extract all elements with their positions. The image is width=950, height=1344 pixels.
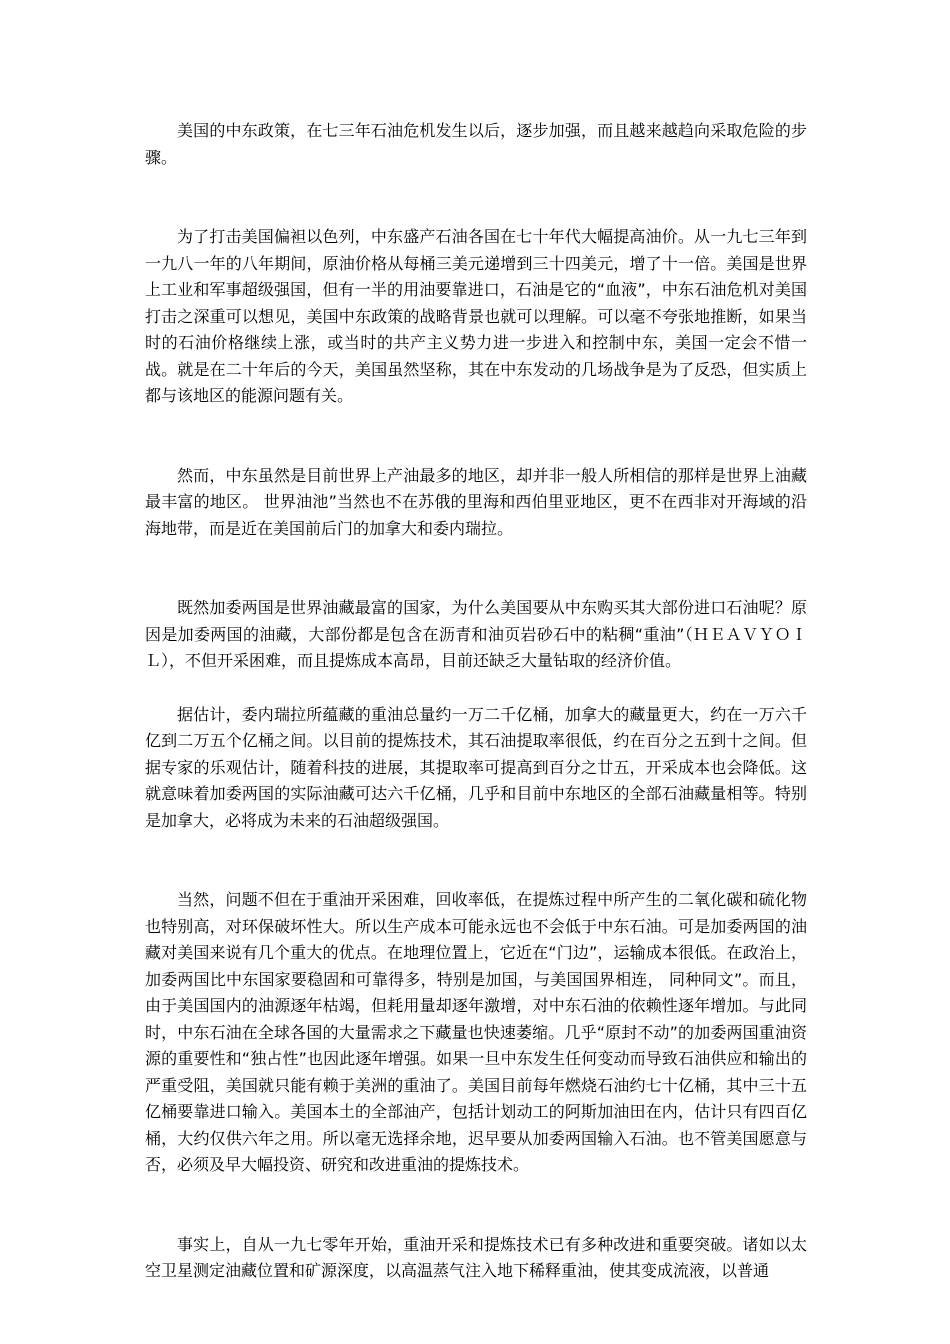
paragraph-4: 既然加委两国是世界油藏最富的国家，为什么美国要从中东购买其大部份进口石油呢？原因是加委两国的油藏，大部份都是包含在沥青和油页岩砂石中的粘稠“重油”（ＨＥＡＶＹＯＩＬ），不但开采困难，而且提炼成本高昂，目前还缺乏大量钻取的经济价值。 <box>145 598 807 670</box>
paragraph-spacer <box>145 542 807 595</box>
paragraph-spacer <box>145 171 807 224</box>
paragraph-5: 据估计，委内瑞拉所蕴藏的重油总量约一万二千亿桶，加拿大的藏量更大，约在一万六千亿到二万五个亿桶之间。以目前的提炼技术，其石油提取率很低，约在百分之五到十之间。但据专家的乐观估计，随着科技的进展，其提取率可提高到百分之廿五，开采成本也会降低。这就意味着加委两国的实际油藏可达六千亿桶，几乎和目前中东地区的全部石油藏量相等。特别是加拿大，必将成为未来的石油超级强国。 <box>145 704 807 830</box>
paragraph-spacer <box>145 675 807 702</box>
document-page <box>145 118 807 1285</box>
paragraph-spacer <box>145 1179 807 1232</box>
paragraph-7: 事实上，自从一九七零年开始，重油开采和提炼技术已有多种改进和重要突破。诸如以太空卫星测定油藏位置和矿源深度，以高温蒸气注入地下稀释重油，使其变成流液，以普通 <box>145 1234 807 1280</box>
paragraph-1: 美国的中东政策，在七三年石油危机发生以后，逐步加强，而且越来越趋向采取危险的步骤。 <box>145 121 807 167</box>
paragraph-spacer <box>145 410 807 463</box>
paragraph-spacer <box>145 834 807 887</box>
paragraph-6: 当然，问题不但在于重油开采困难，回收率低，在提炼过程中所产生的二氧化碳和硫化物也特别高，对环保破坏性大。所以生产成本可能永远也不会低于中东石油。可是加委两国的油藏对美国来说有几个重大的优点。在地理位置上，它近在“门边”，运输成本很低。在政治上，加委两国比中东国家要稳固和可靠得多，特别是加国，与美国国界相连， 同种同文”。而且，由于美国国内的油源逐年枯竭，但耗用量却逐年激增，对中东石油的依赖性逐年增加。与此同时，中东石油在全球各国的大量需求之下藏量也快速萎缩。几乎“原封不动”的加委两国重油资源的重要性和“独占性”也因此逐年增强。如果一旦中东发生任何变动而导致石油供应和输出的严重受阻，美国就只能有赖于美洲的重油了。美国目前每年燃烧石油约七十亿桶，其中三十五亿桶要靠进口输入。美国本土的全部油产，包括计划动工的阿斯加油田在内，估计只有四百亿桶，大约仅供六年之用。所以毫无选择余地，迟早要从加委两国输入石油。也不管美国愿意与否，必须及早大幅投资、研究和改进重油的提炼技术。 <box>145 890 807 1174</box>
paragraph-3: 然而，中东虽然是目前世界上产油最多的地区，却并非一般人所相信的那样是世界上油藏最丰富的地区。 世界油池”当然也不在苏俄的里海和西伯里亚地区，更不在西非对开海域的沿海地带，而是近在美国前后门的加拿大和委内瑞拉。 <box>145 465 807 538</box>
paragraph-2: 为了打击美国偏袒以色列，中东盛产石油各国在七十年代大幅提高油价。从一九七三年到一九八一年的八年期间，原油价格从每桶三美元递增到三十四美元，增了十一倍。美国是世界上工业和军事超级强国，但有一半的用油要靠进口，石油是它的“血液”，中东石油危机对美国打击之深重可以想见，美国中东政策的战略背景也就可以理解。可以毫不夸张地推断，如果当时的石油价格继续上涨，或当时的共产主义势力进一步进入和控制中东，美国一定会不惜一战。就是在二十年后的今天，美国虽然坚称，其在中东发动的几场战争是为了反恐，但实质上都与该地区的能源问题有关。 <box>145 227 807 405</box>
